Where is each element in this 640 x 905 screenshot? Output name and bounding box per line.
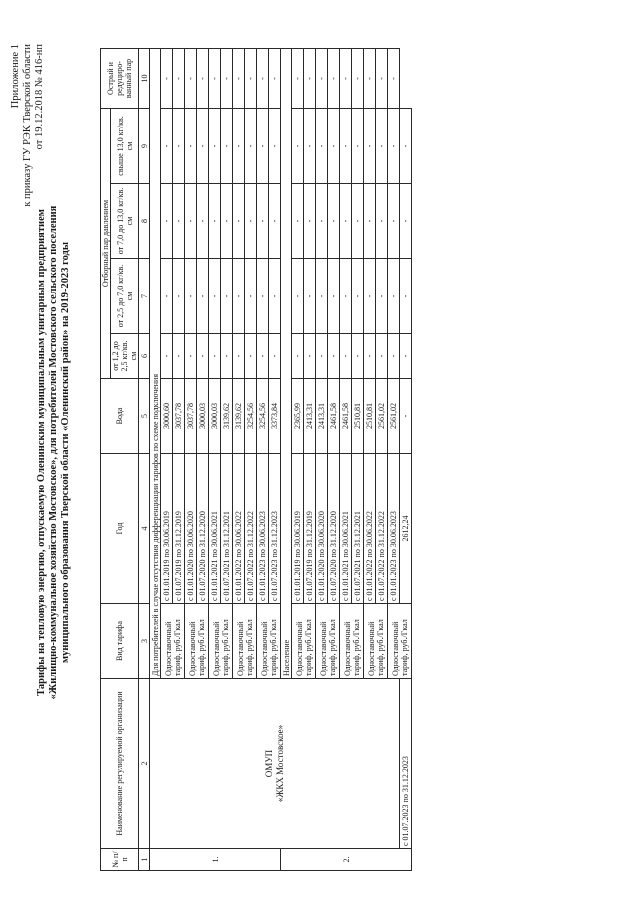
steam-tariff-cell: - <box>173 49 185 109</box>
water-tariff-cell: 2561,02 <box>376 379 388 454</box>
steam-tariff-cell: - <box>233 259 245 334</box>
steam-tariff-cell: - <box>245 334 257 379</box>
title-line-1: Тарифы на тепловую энергию, отпускаемую Оленинским муниципальным унитарным предприятием <box>36 209 47 696</box>
water-tariff-cell: 3254,56 <box>245 379 257 454</box>
steam-tariff-cell: - <box>316 49 328 109</box>
steam-tariff-cell: - <box>364 334 376 379</box>
water-tariff-cell: 2413,31 <box>316 379 328 454</box>
steam-tariff-cell: - <box>257 109 269 184</box>
steam-tariff-cell: - <box>269 334 281 379</box>
water-tariff-cell: 3000,60 <box>161 379 173 454</box>
steam-tariff-cell: - <box>376 259 388 334</box>
section-number: 2. <box>281 849 412 871</box>
water-tariff-cell: 2510,81 <box>364 379 376 454</box>
water-tariff-cell: 3000,03 <box>209 379 221 454</box>
tariff-type-cell: Одноставочный тариф, руб./Гкал <box>388 604 412 679</box>
period-cell: с 01.01.2023 по 30.06.2023 <box>257 454 269 604</box>
tariff-table-body <box>150 49 412 871</box>
water-tariff-cell: 2510,81 <box>352 379 364 454</box>
steam-tariff-cell: - <box>304 109 316 184</box>
period-cell: с 01.07.2021 по 31.12.2021 <box>352 454 364 604</box>
steam-tariff-cell: - <box>233 109 245 184</box>
steam-tariff-cell: - <box>352 259 364 334</box>
tariff-type-cell: Одноставочный тариф, руб./Гкал <box>185 604 209 679</box>
title-line-3: муниципального образования Тверской области «Оленинский район» на 2019-2023 годы <box>60 241 71 664</box>
steam-tariff-cell: - <box>304 334 316 379</box>
steam-tariff-cell: - <box>364 184 376 259</box>
header-sharp-steam: Острый и редуциро- ванный пар <box>101 49 139 109</box>
steam-tariff-cell: - <box>245 49 257 109</box>
water-tariff-cell: 3037,78 <box>185 379 197 454</box>
steam-tariff-cell: - <box>316 259 328 334</box>
period-cell: с 01.07.2023 по 31.12.2023 <box>269 454 281 604</box>
steam-tariff-cell: - <box>292 49 304 109</box>
steam-tariff-cell: - <box>340 109 352 184</box>
period-cell: с 01.01.2020 по 30.06.2020 <box>316 454 328 604</box>
steam-tariff-cell: - <box>185 334 197 379</box>
steam-tariff-cell: - <box>185 49 197 109</box>
column-number: 5 <box>139 379 150 454</box>
tariff-type-cell: Одноставочный тариф, руб./Гкал <box>292 604 316 679</box>
column-number: 8 <box>139 184 150 259</box>
header-number: № п/ п <box>101 849 139 871</box>
steam-tariff-cell: - <box>400 379 412 454</box>
period-cell: с 01.07.2021 по 31.12.2021 <box>221 454 233 604</box>
steam-tariff-cell: - <box>197 109 209 184</box>
steam-tariff-cell: - <box>197 334 209 379</box>
steam-tariff-cell: - <box>388 334 400 379</box>
steam-tariff-cell: - <box>316 109 328 184</box>
water-tariff-cell: 2612,24 <box>400 454 412 604</box>
period-cell: с 01.07.2023 по 31.12.2023 <box>400 679 412 849</box>
water-tariff-cell: 2365,99 <box>292 379 304 454</box>
period-cell: с 01.01.2023 по 30.06.2023 <box>388 454 400 604</box>
steam-tariff-cell: - <box>328 109 340 184</box>
steam-tariff-cell: - <box>257 184 269 259</box>
steam-tariff-cell: - <box>221 334 233 379</box>
steam-tariff-cell: - <box>328 334 340 379</box>
steam-tariff-cell: - <box>400 334 412 379</box>
tariff-type-cell: Одноставочный тариф, руб./Гкал <box>233 604 257 679</box>
period-cell: с 01.01.2022 по 30.06.2022 <box>364 454 376 604</box>
period-cell: с 01.01.2019 по 30.06.2019 <box>292 454 304 604</box>
steam-tariff-cell: - <box>173 109 185 184</box>
steam-tariff-cell: - <box>328 49 340 109</box>
steam-tariff-cell: - <box>388 259 400 334</box>
tariff-type-cell: Одноставочный тариф, руб./Гкал <box>161 604 185 679</box>
steam-tariff-cell: - <box>388 184 400 259</box>
period-cell: с 01.07.2019 по 31.12.2019 <box>304 454 316 604</box>
header-water: Вода <box>101 379 139 454</box>
water-tariff-cell: 3037,78 <box>173 379 185 454</box>
header-steam-4: свыше 13,0 кг/кв. см <box>111 109 139 184</box>
water-tariff-cell: 3139,62 <box>221 379 233 454</box>
column-number: 2 <box>139 679 150 849</box>
steam-tariff-cell: - <box>340 334 352 379</box>
water-tariff-cell: 3139,62 <box>233 379 245 454</box>
steam-tariff-cell: - <box>173 334 185 379</box>
column-number: 10 <box>139 49 150 109</box>
steam-tariff-cell: - <box>292 109 304 184</box>
steam-tariff-cell: - <box>257 334 269 379</box>
column-number: 3 <box>139 604 150 679</box>
title-line-2: «Жилищно-коммунальное хозяйство Мостовское», для потребителей Мостовского сельского поселения <box>48 205 59 700</box>
steam-tariff-cell: - <box>233 49 245 109</box>
steam-tariff-cell: - <box>352 109 364 184</box>
period-cell: с 01.07.2019 по 31.12.2019 <box>173 454 185 604</box>
water-tariff-cell: 2561,02 <box>388 379 400 454</box>
steam-tariff-cell: - <box>245 184 257 259</box>
header-year: Год <box>101 454 139 604</box>
period-cell: с 01.01.2020 по 30.06.2020 <box>185 454 197 604</box>
steam-tariff-cell: - <box>197 259 209 334</box>
steam-tariff-cell: - <box>233 184 245 259</box>
steam-tariff-cell: - <box>292 184 304 259</box>
steam-tariff-cell: - <box>364 49 376 109</box>
steam-tariff-cell: - <box>233 334 245 379</box>
steam-tariff-cell: - <box>185 109 197 184</box>
period-cell: с 01.01.2021 по 30.06.2021 <box>209 454 221 604</box>
steam-tariff-cell: - <box>388 49 400 109</box>
steam-tariff-cell: - <box>173 184 185 259</box>
steam-tariff-cell: - <box>292 259 304 334</box>
steam-tariff-cell: - <box>376 334 388 379</box>
tariff-table <box>100 48 412 871</box>
steam-tariff-cell: - <box>161 49 173 109</box>
steam-tariff-cell: - <box>221 109 233 184</box>
steam-tariff-cell: - <box>269 109 281 184</box>
section-label: Население <box>281 49 292 679</box>
water-tariff-cell: 3373,84 <box>269 379 281 454</box>
organization-name <box>150 679 400 849</box>
water-tariff-cell: 3000,03 <box>197 379 209 454</box>
steam-tariff-cell: - <box>257 259 269 334</box>
steam-tariff-cell: - <box>364 109 376 184</box>
organization-line-2: «ЖКХ Мостовское» <box>274 724 285 803</box>
column-number: 7 <box>139 259 150 334</box>
steam-tariff-cell: - <box>352 334 364 379</box>
steam-tariff-cell: - <box>173 259 185 334</box>
steam-tariff-cell: - <box>161 109 173 184</box>
steam-tariff-cell: - <box>400 109 412 184</box>
steam-tariff-cell: - <box>400 184 412 259</box>
steam-tariff-cell: - <box>209 109 221 184</box>
steam-tariff-cell: - <box>185 259 197 334</box>
steam-tariff-cell: - <box>221 49 233 109</box>
steam-tariff-cell: - <box>269 184 281 259</box>
header-steam-1: от 1,2 до 2,5 кг/кв. см <box>111 334 139 379</box>
steam-tariff-cell: - <box>340 259 352 334</box>
column-number: 1 <box>139 849 150 871</box>
column-number: 6 <box>139 334 150 379</box>
header-org-name: Наименование регулируемой организации <box>101 679 139 849</box>
steam-tariff-cell: - <box>352 184 364 259</box>
steam-tariff-cell: - <box>352 49 364 109</box>
water-tariff-cell: 2413,31 <box>304 379 316 454</box>
steam-tariff-cell: - <box>269 49 281 109</box>
steam-tariff-cell: - <box>292 334 304 379</box>
steam-tariff-cell: - <box>185 184 197 259</box>
steam-tariff-cell: - <box>209 259 221 334</box>
steam-tariff-cell: - <box>400 259 412 334</box>
water-tariff-cell: 2461,58 <box>328 379 340 454</box>
section-header-row <box>150 49 161 871</box>
steam-tariff-cell: - <box>376 109 388 184</box>
header-steam-3: от 7,0 до 13,0 кг/кв. см <box>111 184 139 259</box>
appendix-line-2: к приказу ГУ РЭК Тверской области <box>22 44 33 207</box>
header-steam-group: Отборный пар давлением <box>101 109 111 379</box>
steam-tariff-cell: - <box>340 49 352 109</box>
period-cell: с 01.07.2022 по 31.12.2022 <box>376 454 388 604</box>
steam-tariff-cell: - <box>245 109 257 184</box>
steam-tariff-cell: - <box>197 184 209 259</box>
steam-tariff-cell: - <box>364 259 376 334</box>
tariff-type-cell: Одноставочный тариф, руб./Гкал <box>209 604 233 679</box>
header-steam-2: от 2,5 до 7,0 кг/кв. см <box>111 259 139 334</box>
steam-tariff-cell: - <box>304 184 316 259</box>
steam-tariff-cell: - <box>257 49 269 109</box>
section-label: Для потребителей в случае отсутствия дифференциации тарифов по схеме подключения <box>150 49 161 679</box>
document-title <box>36 60 72 845</box>
steam-tariff-cell: - <box>209 49 221 109</box>
steam-tariff-cell: - <box>221 259 233 334</box>
water-tariff-cell: 3254,56 <box>257 379 269 454</box>
steam-tariff-cell: - <box>269 259 281 334</box>
steam-tariff-cell: - <box>161 184 173 259</box>
organization-line-1: ОМУП <box>263 749 274 778</box>
tariff-type-cell: Одноставочный тариф, руб./Гкал <box>316 604 340 679</box>
steam-tariff-cell: - <box>376 184 388 259</box>
period-cell: с 01.01.2021 по 30.06.2021 <box>340 454 352 604</box>
tariff-type-cell: Одноставочный тариф, руб./Гкал <box>257 604 281 679</box>
steam-tariff-cell: - <box>197 49 209 109</box>
section-number: 1. <box>150 849 281 871</box>
steam-tariff-cell: - <box>328 184 340 259</box>
period-cell: с 01.07.2020 по 31.12.2020 <box>197 454 209 604</box>
steam-tariff-cell: - <box>209 184 221 259</box>
steam-tariff-cell: - <box>316 334 328 379</box>
column-number-row <box>139 49 150 871</box>
steam-tariff-cell: - <box>161 334 173 379</box>
steam-tariff-cell: - <box>388 109 400 184</box>
tariff-type-cell: Одноставочный тариф, руб./Гкал <box>364 604 388 679</box>
steam-tariff-cell: - <box>209 334 221 379</box>
period-cell: с 01.07.2022 по 31.12.2022 <box>245 454 257 604</box>
steam-tariff-cell: - <box>221 184 233 259</box>
appendix-line-3: от 19.12.2018 № 416-нп <box>34 44 45 150</box>
tariff-type-cell: Одноставочный тариф, руб./Гкал <box>340 604 364 679</box>
header-tariff-type: Вид тарифа <box>101 604 139 679</box>
steam-tariff-cell: - <box>304 49 316 109</box>
water-tariff-cell: 2461,58 <box>340 379 352 454</box>
steam-tariff-cell: - <box>161 259 173 334</box>
steam-tariff-cell: - <box>376 49 388 109</box>
period-cell: с 01.07.2020 по 31.12.2020 <box>328 454 340 604</box>
period-cell: с 01.01.2019 по 30.06.2019 <box>161 454 173 604</box>
steam-tariff-cell: - <box>328 259 340 334</box>
steam-tariff-cell: - <box>304 259 316 334</box>
table-row <box>400 49 412 871</box>
steam-tariff-cell: - <box>340 184 352 259</box>
period-cell: с 01.01.2022 по 30.06.2022 <box>233 454 245 604</box>
steam-tariff-cell: - <box>245 259 257 334</box>
steam-tariff-cell: - <box>316 184 328 259</box>
column-number: 9 <box>139 109 150 184</box>
appendix-line-1: Приложение 1 <box>10 44 21 109</box>
column-number: 4 <box>139 454 150 604</box>
